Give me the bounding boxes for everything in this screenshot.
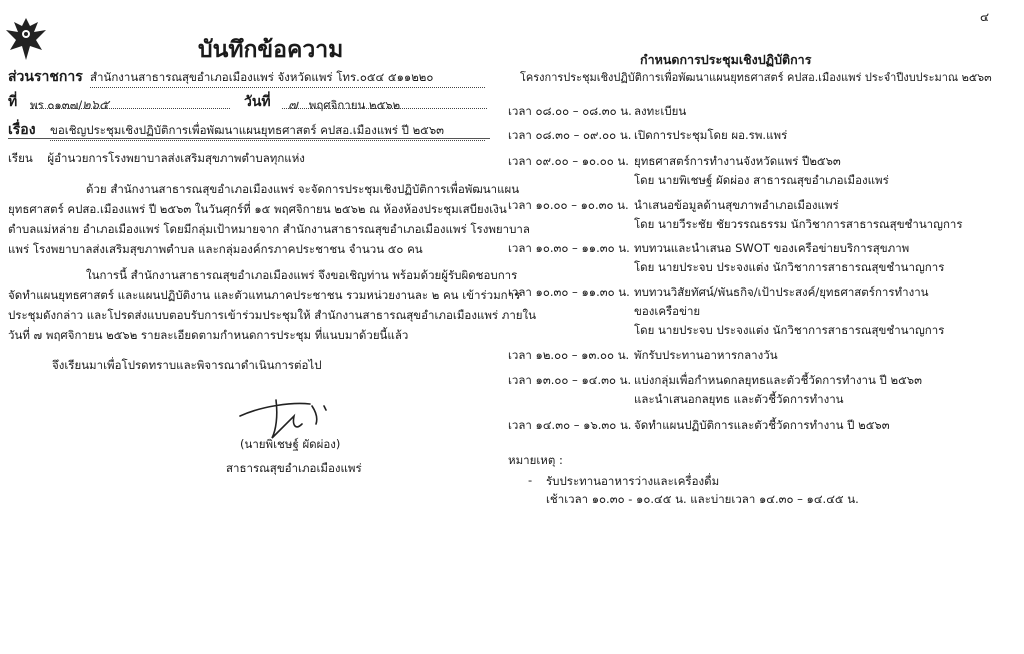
schedule-activity-cont: และนำเสนอกลยุทธ และตัวชี้วัดการทำงาน (634, 392, 844, 406)
schedule-time: เวลา ๑๐.๓๐ – ๑๑.๓๐ น. (508, 241, 630, 255)
para1-line3: ตำบลแม่หล่าย อำเภอเมืองแพร่ โดยมีกลุ่มเป้าหมายจาก สำนักงานสาธารณสุขอำเภอเมืองแพร่ โรงพยาบาล (8, 222, 530, 236)
schedule-activity: เปิดการประชุมโดย ผอ.รพ.แพร่ (634, 128, 788, 142)
para2-line4: วันที่ ๗ พฤศจิกายน ๒๕๖๒ รายละเอียดตามกำหนดการประชุม ที่แนบมาด้วยนี้แล้ว (8, 328, 409, 342)
schedule-activity-cont: ของเครือข่าย (634, 304, 701, 318)
schedule-time: เวลา ๑๐.๐๐ – ๑๐.๓๐ น. (508, 198, 629, 212)
para1-line1: ด้วย สำนักงานสาธารณสุขอำเภอเมืองแพร่ จะจัดการประชุมเชิงปฏิบัติการเพื่อพัฒนาแผน (86, 182, 520, 196)
date-label: วันที่ (244, 94, 271, 110)
para2-line1: ในการนี้ สำนักงานสาธารณสุขอำเภอเมืองแพร่ จึงขอเชิญท่าน พร้อมด้วยผู้รับผิดชอบการ (86, 268, 518, 282)
para2-line2: จัดทำแผนยุทธศาสตร์ และแผนปฏิบัติงาน และตัวแทนภาคประชาชน รวมหน่วยงานละ ๒ คน เข้าร่วมการ (8, 288, 521, 302)
schedule-activity: พักรับประทานอาหารกลางวัน (634, 348, 778, 362)
schedule-speaker: โดย นายพิเชษฐ์ ผัดผ่อง สาธารณสุขอำเภอเมืองแพร่ (634, 173, 889, 187)
schedule-activity: จัดทำแผนปฏิบัติการและตัวชี้วัดการทำงาน ปี ๒๕๖๓ (634, 418, 890, 432)
to-label: เรียน (8, 151, 33, 165)
ref-value: พร ๐๑๓๗/ (30, 98, 83, 112)
note-line2: เช้าเวลา ๑๐.๓๐ - ๑๐.๔๕ น. และบ่ายเวลา ๑๔.๓๐ – ๑๔.๔๕ น. (546, 492, 859, 506)
schedule-activity: แบ่งกลุ่มเพื่อกำหนดกลยุทธและตัวชี้วัดการทำงาน ปี ๒๕๖๓ (634, 373, 922, 387)
memo-title: บันทึกข้อความ (198, 37, 344, 63)
schedule-time: เวลา ๐๘.๓๐ – ๐๙.๐๐ น. (508, 128, 632, 142)
para1-line4: แพร่ โรงพยาบาลส่งเสริมสุขภาพตำบล และกลุ่มองค์กรภาคประชาชน จำนวน ๕๐ คน (8, 242, 423, 256)
schedule-title: กำหนดการประชุมเชิงปฏิบัติการ (640, 52, 812, 67)
date-day: ๗ (288, 98, 298, 113)
schedule-time: เวลา ๐๘.๐๐ – ๐๘.๓๐ น. (508, 104, 632, 118)
page-number: ๔ (980, 10, 990, 24)
schedule-time: เวลา ๑๓.๐๐ – ๑๔.๓๐ น. (508, 373, 632, 387)
schedule-activity: ยุทธศาสตร์การทำงานจังหวัดแพร่ ปี๒๕๖๓ (634, 154, 841, 168)
closing-text: จึงเรียนมาเพื่อโปรดทราบและพิจารณาดำเนินการต่อไป (52, 358, 322, 372)
ref-label: ที่ (8, 94, 18, 110)
date-value: พฤศจิกายน ๒๕๖๒ (308, 98, 401, 112)
schedule-time: เวลา ๐๙.๐๐ – ๑๐.๐๐ น. (508, 154, 629, 168)
dept-value: สำนักงานสาธารณสุขอำเภอเมืองแพร่ จังหวัดแพร่ โทร.๐๕๔ ๕๑๑๒๒๐ (90, 69, 485, 88)
schedule-activity: ลงทะเบียน (634, 104, 687, 118)
schedule-speaker: โดย นายวีระชัย ชัยวรรณธรรม นักวิชาการสาธารณสุขชำนาญการ (634, 217, 963, 231)
header-divider (8, 138, 490, 139)
schedule-activity: ทบทวนวิสัยทัศน์/พันธกิจ/เป้าประสงค์/ยุทธศาสตร์การทำงาน (634, 285, 929, 299)
date-underline (282, 108, 487, 109)
schedule-activity: ทบทวนและนำเสนอ SWOT ของเครือข่ายบริการสุขภาพ (634, 241, 910, 255)
schedule-activity: นำเสนอข้อมูลด้านสุขภาพอำเภอเมืองแพร่ (634, 198, 839, 212)
signer-name: (นายพิเชษฐ์ ผัดผ่อง) (240, 437, 341, 451)
ref-underline (30, 108, 230, 109)
note-label: หมายเหตุ : (508, 453, 563, 467)
para1-line2: ยุทธศาสตร์ คปสอ.เมืองแพร่ ปี ๒๕๖๓ ในวันศุกร์ที่ ๑๕ พฤศจิกายน ๒๕๖๒ ณ ห้องห้องประชุมเสบียงเงิน (8, 202, 507, 216)
schedule-subtitle: โครงการประชุมเชิงปฏิบัติการเพื่อพัฒนาแผนยุทธศาสตร์ คปสอ.เมืองแพร่ ประจำปีงบประมาณ ๒๕๖๓ (520, 71, 992, 84)
dept-label: ส่วนราชการ (8, 69, 83, 85)
to-value: ผู้อำนวยการโรงพยาบาลส่งเสริมสุขภาพตำบลทุกแห่ง (47, 151, 305, 165)
schedule-speaker: โดย นายประจบ ประจงแต่ง นักวิชาการสาธารณสุขชำนาญการ (634, 260, 945, 274)
signer-title: สาธารณสุขอำเภอเมืองแพร่ (226, 461, 362, 475)
schedule-time: เวลา ๑๔.๓๐ – ๑๖.๓๐ น. (508, 418, 632, 432)
schedule-speaker: โดย นายประจบ ประจงแต่ง นักวิชาการสาธารณสุขชำนาญการ (634, 323, 945, 337)
para2-line3: ประชุมดังกล่าว และโปรดส่งแบบตอบรับการเข้าร่วมประชุมให้ สำนักงานสาธารณสุขอำเภอเมืองแพร่ ภายใน (8, 308, 537, 322)
subject-value: ขอเชิญประชุมเชิงปฏิบัติการเพื่อพัฒนาแผนยุทธศาสตร์ คปสอ.เมืองแพร่ ปี ๒๕๖๓ (50, 122, 485, 141)
schedule-time: เวลา ๑๐.๓๐ – ๑๑.๓๐ น. (508, 285, 630, 299)
subject-label: เรื่อง (8, 122, 36, 138)
schedule-time: เวลา ๑๒.๐๐ – ๑๓.๐๐ น. (508, 348, 630, 362)
note-line1: รับประทานอาหารว่างและเครื่องดื่ม (546, 474, 720, 488)
garuda-emblem-icon (4, 16, 48, 62)
note-dash: - (528, 473, 533, 487)
ref-handwritten: ๒๖๕ (82, 98, 109, 113)
